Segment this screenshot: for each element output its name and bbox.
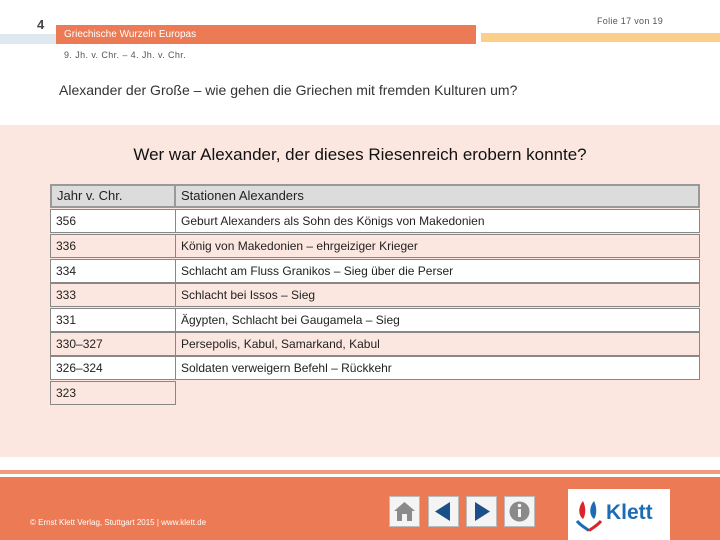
table-row <box>50 259 700 283</box>
topic-heading: Alexander der Große – wie gehen die Griechen mit fremden Kulturen um? <box>59 82 518 98</box>
chapter-title: Griechische Wurzeln Europas <box>64 29 197 40</box>
table-row <box>50 356 700 380</box>
right-accent-bar <box>481 33 720 42</box>
year-cell: 356 <box>50 209 176 233</box>
slide-counter: Folie 17 von 19 <box>597 16 664 26</box>
header-stations: Stationen Alexanders <box>176 184 700 208</box>
event-cell: Ägypten, Schlacht bei Gaugamela – Sieg <box>176 308 700 332</box>
klett-logo <box>568 489 670 540</box>
info-button[interactable] <box>504 496 535 527</box>
info-icon <box>505 497 534 526</box>
chapter-number: 4 <box>37 17 45 32</box>
forward-icon <box>467 497 496 526</box>
table-row <box>50 381 700 405</box>
left-accent-bar <box>0 34 56 44</box>
event-cell: Persepolis, Kabul, Samarkand, Kabul <box>176 332 700 356</box>
forward-button[interactable] <box>466 496 497 527</box>
table-row <box>50 332 700 356</box>
year-cell: 336 <box>50 234 176 258</box>
period-subtitle: 9. Jh. v. Chr. – 4. Jh. v. Chr. <box>64 50 187 60</box>
year-cell: 331 <box>50 308 176 332</box>
event-cell: Soldaten verweigern Befehl – Rückkehr <box>176 356 700 380</box>
klett-emblem-icon <box>574 497 604 533</box>
table-row <box>50 234 700 258</box>
chapter-title-bar <box>56 25 476 44</box>
event-cell: Geburt Alexanders als Sohn des Königs von Makedonien <box>176 209 700 233</box>
header-year: Jahr v. Chr. <box>50 184 176 208</box>
year-cell: 330–327 <box>50 332 176 356</box>
copyright-text: © Ernst Klett Verlag, Stuttgart 2015 | www.klett.de <box>30 518 207 527</box>
home-icon <box>390 497 419 526</box>
table-row <box>50 283 700 307</box>
table-row <box>50 308 700 332</box>
footer-divider <box>0 470 720 474</box>
event-cell: König von Makedonien – ehrgeiziger Krieger <box>176 234 700 258</box>
home-button[interactable] <box>389 496 420 527</box>
year-cell: 333 <box>50 283 176 307</box>
year-cell: 323 <box>50 381 176 405</box>
event-cell: Schlacht am Fluss Granikos – Sieg über die Perser <box>176 259 700 283</box>
back-icon <box>429 497 458 526</box>
year-cell: 334 <box>50 259 176 283</box>
question-heading: Wer war Alexander, der dieses Riesenreich erobern konnte? <box>133 145 587 164</box>
table-header-row <box>50 184 700 208</box>
table-row <box>50 209 700 233</box>
year-cell: 326–324 <box>50 356 176 380</box>
klett-logo-text: Klett <box>606 501 653 524</box>
event-cell: Schlacht bei Issos – Sieg <box>176 283 700 307</box>
back-button[interactable] <box>428 496 459 527</box>
